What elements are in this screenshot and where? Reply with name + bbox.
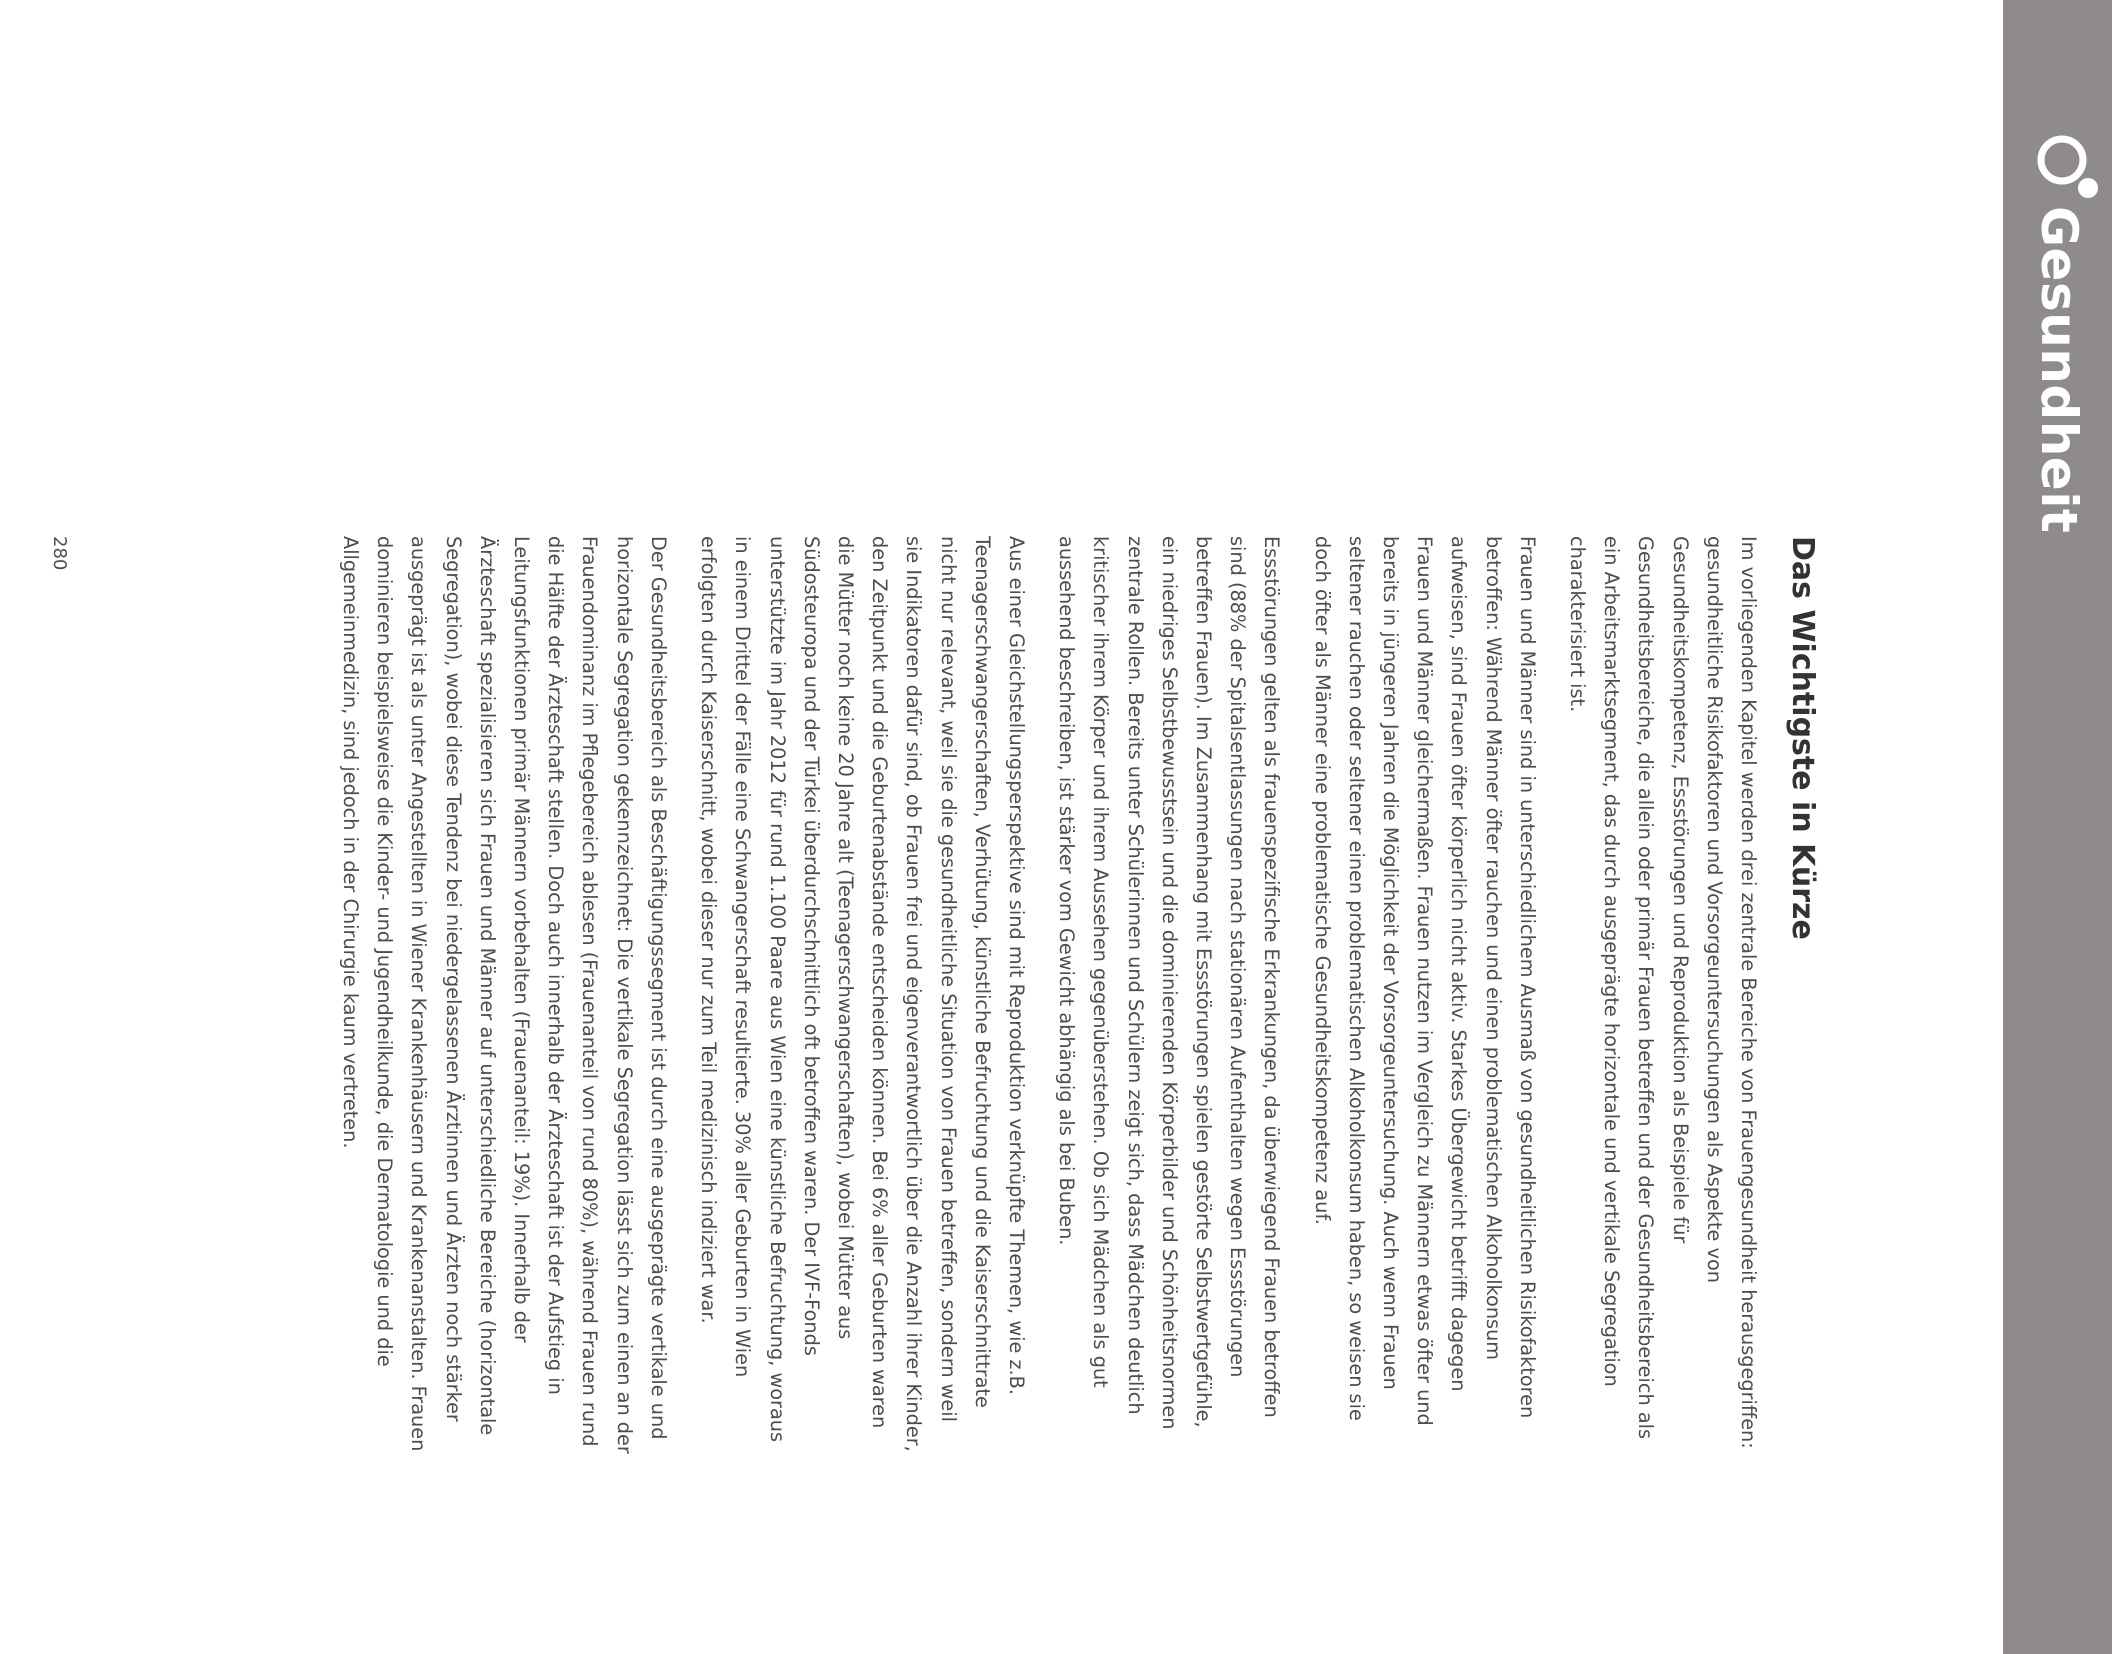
female-symbol-icon bbox=[2018, 120, 2108, 210]
paragraph-employment-segment: Der Gesundheitsbereich als Beschäftigungssegment ist durch eine ausgeprägte vertikale und horizontale Segregation gekennzeichnet: Die vertikale Segregation lässt sich zum einen an der Frauendominanz im Pflegebereich ablesen (Frauenanteil von rund 80%), während Frauen rund die Hälfte der Ärzteschaft stellen. Doch auch innerhalb der Ärzteschaft ist der Aufstieg in Leitungsfunktionen primär Männern vorbehalten (Frauenanteil: 19%). Innerhalb der Ärzteschaft spezialisieren sich Frauen und Männer auf unterschiedliche Bereiche (horizontale Segregation), wobei diese Tendenz bei niedergelassenen Ärztinnen und Ärzten noch stärker ausgeprägt ist als unter Angestellten in Wiener Krankenhäusern und Krankenanstalten. Frauen dominieren beispielsweise die Kinder- und Jugendheilkunde, die Dermatologie und die Allgemeinmedizin, sind jedoch in der Chirurgie kaum vertreten. bbox=[339, 536, 670, 1454]
paragraph-eating-disorders: Essstörungen gelten als frauenspezifische Erkrankungen, da überwiegend Frauen betroffen sind (88% der Spitalsentlassungen nach stationären Aufenthalten wegen Essstörungen betreffen Frauen). Im Zusammenhang mit Essstörungen spielen gestörte Selbstwertgefühle, ein niedriges Selbstbewusstsein und die dominierenden Körperbilder und Schönheitsnormen zentrale Rollen. Bereits unter Schülerinnen und Schülern zeigt sich, dass Mädchen deutlich kritischer ihrem Körper und ihrem Aussehen gegenüberstehen. Ob sich Mädchen als gut aussehend beschreiben, ist stärker vom Gewicht abhängig als bei Buben. bbox=[1055, 536, 1284, 1430]
paragraph-intro: Im vorliegenden Kapitel werden drei zentrale Bereiche von Frauengesundheit herausgegriffen: gesundheitliche Risikofaktoren und Vorsorgeuntersuchungen als Aspekte von Gesundheitskompetenz, Essstörungen und Reproduktion als Beispiele für Gesundheitsbereiche, die allein oder primär Frauen betreffen und der Gesundheitsbereich als ein Arbeitsmarktsegment, das durch ausgeprägte horizontale und vertikale Segregation charakterisiert ist. bbox=[1565, 536, 1760, 1449]
paragraph-reproduction: Aus einer Gleichstellungsperspektive sind mit Reproduktion verknüpfte Themen, wie z.B. Teenagerschwangerschaften, Verhütung, künstliche Befruchtung und die Kaiserschnittrate nicht nur relevant, weil sie die gesundheitliche Situation von Frauen betreffen, sondern weil sie Indikatoren dafür sind, ob Frauen frei und eigenverantwortlich über die Anzahl ihrer Kinder, den Zeitpunkt und die Geburtenabstände entscheiden können. Bei 6% aller Geburten waren die Mütter noch keine 20 Jahre alt (Teenagerschwangerschaften), wobei Mütter aus Südosteuropa und der Türkei überdurchschnittlich oft betroffen waren. Der IVF-Fonds unterstützte im Jahr 2012 für rund 1.100 Paare aus Wien eine künstliche Befruchtung, woraus in einem Drittel der Fälle eine Schwangerschaft resultierte. 30% aller Geburten in Wien erfolgten durch Kaiserschnitt, wobei dieser nur zum Teil medizinisch indiziert war. bbox=[697, 536, 1028, 1452]
section-heading: Das Wichtigste in Kürze bbox=[1785, 536, 1820, 940]
body-text bbox=[317, 536, 1765, 1454]
page-number: 280 bbox=[49, 536, 70, 571]
chapter-title: Gesundheit bbox=[2030, 206, 2088, 534]
chapter-header-band bbox=[2003, 0, 2112, 1654]
paragraph-risk-factors: Frauen und Männer sind in unterschiedlichem Ausmaß von gesundheitlichen Risikofaktoren betroffen: Während Männer öfter rauchen und einen problematischen Alkoholkonsum aufweisen, sind Frauen öfter körperlich nicht aktiv. Starkes Übergewicht betrifft dagegen Frauen und Männer gleichermaßen. Frauen nutzen im Vergleich zu Männern etwas öfter und bereits in jüngeren Jahren die Möglichkeit der Vorsorgeuntersuchung. Auch wenn Frauen seltener rauchen oder seltener einen problematischen Alkoholkonsum haben, so weisen sie doch öfter als Männer eine problematische Gesundheitskompetenz auf. bbox=[1310, 536, 1539, 1426]
